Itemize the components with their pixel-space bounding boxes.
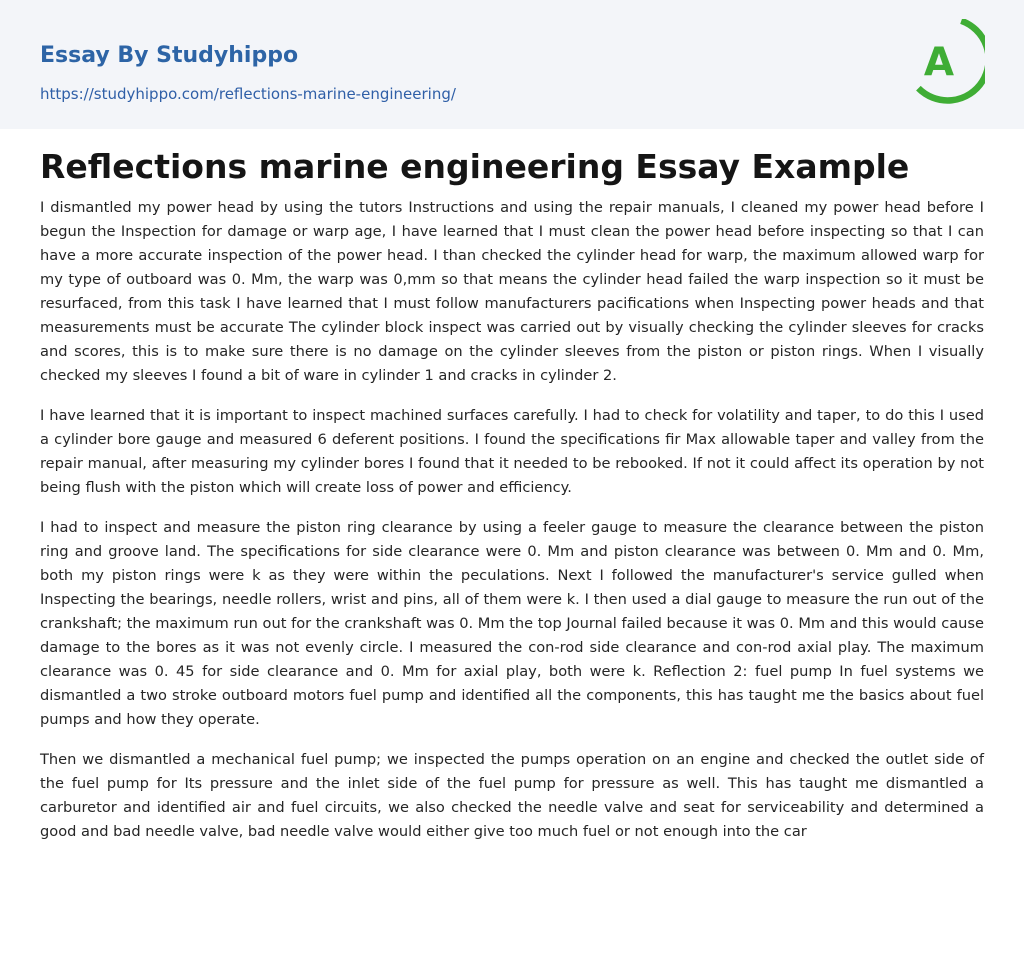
logo-letter: A (923, 40, 955, 85)
essay-content (40, 143, 984, 860)
brand-title: Essay By Studyhippo (40, 43, 299, 68)
essay-paragraph: Then we dismantled a mechanical fuel pump; we inspected the pumps operation on an engine and checked the outlet side of the fuel pump for Its pressure and the inlet side of the fuel pump for pressure as well. This has taught me dismantled a carburetor and identified air and fuel circuits, we also checked the needle valve and seat for serviceability and determined a good and bad needle valve, bad needle valve would either give too much fuel or not enough into the car (40, 751, 984, 840)
studyhippo-logo-icon[interactable] (912, 19, 985, 105)
site-header (0, 0, 1024, 129)
essay-paragraph: I have learned that it is important to inspect machined surfaces carefully. I had to check for volatility and taper, to do this I used a cylinder bore gauge and measured 6 deferent positions. I found the specifications fir Max allowable taper and valley from the repair manual, after measuring my cylinder bores I found that it needed to be rebooked. If not it could affect its operation by not being flush with the piston which will create loss of power and efficiency. (40, 407, 984, 496)
essay-title: Reflections marine engineering Essay Example (40, 147, 910, 186)
essay-paragraph: I dismantled my power head by using the tutors Instructions and using the repair manuals, I cleaned my power head before I begun the Inspection for damage or warp age, I have learned that I must clean the power head before inspecting so that I can have a more accurate inspection of the power head. I than checked the cylinder head for warp, the maximum allowed warp for my type of outboard was 0. Mm, the warp was 0,mm so that means the cylinder head failed the warp inspection so it must be resurfaced, from this task I have learned that I must follow manufacturers pacifications when Inspecting power heads and that measurements must be accurate The cylinder block inspect was carried out by visually checking the cylinder sleeves for cracks and scores, this is to make sure there is no damage on the cylinder sleeves from the piston or piston rings. When I visually checked my sleeves I found a bit of ware in cylinder 1 and cracks in cylinder 2. (40, 199, 984, 384)
essay-paragraph: I had to inspect and measure the piston ring clearance by using a feeler gauge to measure the clearance between the piston ring and groove land. The specifications for side clearance were 0. Mm and piston clearance was between 0. Mm and 0. Mm, both my piston rings were k as they were within the peculations. Next I followed the manufacturer's service gulled when Inspecting the bearings, needle rollers, wrist and pins, all of them were k. I then used a dial gauge to measure the run out of the crankshaft; the maximum run out for the crankshaft was 0. Mm the top Journal failed because it was 0. Mm and this would cause damage to the bores as it was not evenly circle. I measured the con-rod side clearance and con-rod axial play. The maximum clearance was 0. 45 for side clearance and 0. Mm for axial play, both were k. Reflection 2: fuel pump In fuel systems we dismantled a two stroke outboard motors fuel pump and identified all the components, this has taught me the basics about fuel pumps and how they operate. (40, 519, 984, 728)
source-url-link[interactable]: https://studyhippo.com/reflections-marine-engineering/ (40, 85, 456, 103)
